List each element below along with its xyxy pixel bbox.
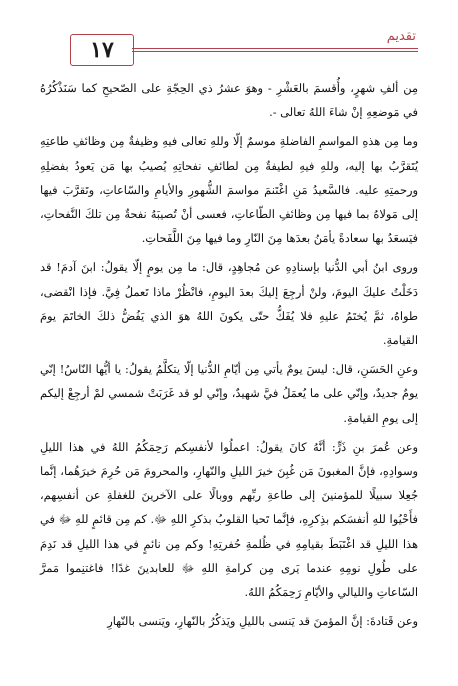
paragraph: وما مِن هذهِ المواسمِ الفاضلةِ موسمٌ إلّا وللهِ تعالى فيهِ وظيفةٌ مِن وظائفِ طاعتِهِ يُتَقرَّبُ بها إليه، وللهِ فيهِ لطيفةٌ مِن لطائفِ نفحاتِهِ يُصيبُ بها مَن يَعودُ بفضلِهِ ورحمتِهِ عليه. فالسَّعيدُ مَنِ اغْتَنمَ مواسمَ الشُّهورِ والأيامِ والسّاعاتِ، وتَقرَّبَ فيها إلى مَولاهُ بما فيها مِن وظائفِ الطّاعاتِ، فعسى أنْ تُصيبَهُ نفحةٌ مِن تلكَ النَّفحاتِ، فيَسعَدُ بها سعادةً يأمَنُ بعدَها مِنَ النّارِ وما فيها مِنَ اللَّفَحاتِ.: [40, 134, 418, 246]
paragraph: وعن قَتادةَ: إنَّ المؤمنَ قد يَنسى بالليلِ ويَذكُرُ بالنّهارِ، ويَنسى بالنّهارِ: [107, 614, 418, 629]
paragraph: وعن عُمرَ بنِ ذَرٍّ: أنَّهُ كانَ يقولُ: اعملُوا لأنفسِكم رَحِمَكُمُ اللهُ في هذا الليلِ وسوادِهِ، فإنَّ المغبونَ مَن غُبِنَ خيرَ الليلِ والنّهارِ، والمحرومَ مَن حُرِمَ خيرَهُما، إنَّما جُعِلا سبيلًا للمؤمنينَ إلى طاعةِ ربِّهم ووبالًا على الآخرينَ للغفلةِ عن أنفسِهم، فأَحْيُوا للهِ أنفسَكم بذِكرِهِ، فإنَّما تَحيا القلوبُ بذكرِ اللهِ ﷻ. كم مِن قائمٍ للهِ ﷻ في هذا الليلِ قد اغْتَبَطَ بقيامِهِ في ظُلمةِ حُفرتِهِ! وكم مِن نائمٍ في هذا الليلِ قد نَدِمَ على طُولِ نومِهِ عندما يَرى مِن كرامةِ اللهِ ﷻ للعابدينَ غدًا! فاغتنِموا مَمرَّ السّاعاتِ والليالي والأيّامِ رَحِمَكُمُ اللهُ.: [40, 439, 418, 600]
header-rule: [132, 48, 418, 49]
page-number: ١٧: [70, 34, 134, 66]
page-header: [40, 28, 418, 64]
paragraph: وعنِ الحَسَنِ، قال: ليسَ يومٌ يأتي مِن أيّامِ الدُّنيا إلّا يتكلَّمُ يقولُ: يا أيُّها النّاسُ! إنّي يومٌ جديدٌ، وإنّي على ما يُعمَلُ فيَّ شهيدٌ، وإنّي لو قد غَرَبَتْ شمسي لمْ أرجِعْ إليكم إلى يومِ القيامةِ.: [40, 362, 418, 425]
header-rule-inner: [132, 51, 418, 52]
body-text: [40, 76, 418, 633]
paragraph: مِن ألفِ شهرٍ، وأُقسمَ بالعَشْرِ - وهوَ عشرُ ذي الحِجّةِ على الصّحيحِ كما سَنَذْكُرُهُ في مَوضعِهِ إنْ شاءَ اللهُ تعالى -.: [40, 81, 418, 120]
paragraph: وروى ابنُ أبي الدُّنيا بإسنادِهِ عن مُجاهِدٍ، قال: ما مِن يومٍ إلّا يقولُ: ابنَ آدمَ! قد دَخَلْتُ عليكَ اليومَ، ولنْ أرجِعَ إليكَ بعدَ اليومِ، فانْظُرْ ماذا تَعملُ فِيَّ. فإذا انْقضى، طواهُ، ثمَّ يُختَمُ عليهِ فلا يُفَكُّ حتّى يكونَ اللهُ هوَ الذي يَفُضُّ ذلكَ الخاتَمَ يومَ القيامةِ.: [40, 260, 418, 348]
chapter-title: تقديم: [386, 29, 416, 44]
